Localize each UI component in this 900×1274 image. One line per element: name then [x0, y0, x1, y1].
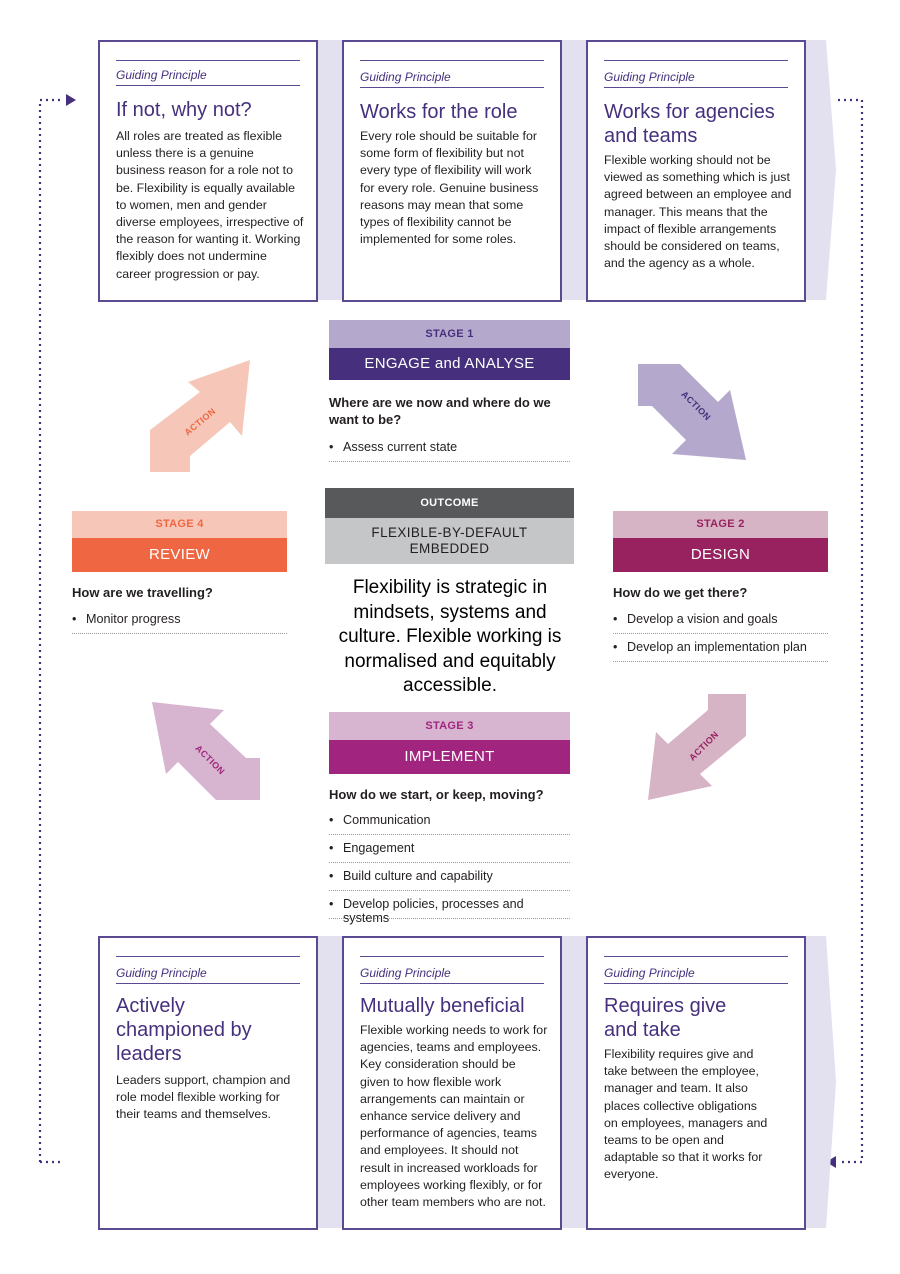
action-label: ACTION: [687, 729, 721, 763]
principle-title: Mutually beneficial: [360, 995, 525, 1017]
principle-title: Works for the role: [360, 101, 518, 123]
principle-card-actively-championed: [98, 936, 318, 1230]
principle-title: Requires give and take: [604, 995, 727, 1041]
principle-title: Works for agencies and teams: [604, 101, 775, 147]
principle-card-if-not-why-not: [98, 40, 318, 302]
principle-body: Flexibility requires give and take between the employee, manager and team. It also places collective obligations on employees, managers and teams to be open and adaptable so that it works for everyone.: [604, 1047, 768, 1182]
guiding-principle-label: Guiding Principle: [604, 966, 695, 980]
action-label: ACTION: [193, 743, 227, 777]
outcome-statement: Flexibility is strategic in mindsets, systems and culture. Flexible working is normalised and equitably accessible.: [338, 577, 562, 696]
principle-body: Flexible working should not be viewed as something which is just agreed between an employee and manager. This means that the impact of flexible arrangements should be considered on teams, and the agency as a whole.: [604, 153, 792, 271]
guiding-principle-label: Guiding Principle: [604, 70, 695, 84]
action-arrow-review-to-engage: [146, 360, 254, 474]
action-arrow-design-to-implement: [646, 692, 750, 802]
stage3-label: STAGE 3: [329, 712, 570, 740]
principle-card-works-for-role: [342, 40, 562, 302]
guiding-principle-label: Guiding Principle: [360, 70, 451, 84]
list-item: • Develop an implementation plan: [613, 640, 828, 662]
list-item: • Develop policies, processes and systems: [329, 897, 570, 919]
arrowhead-icon: [66, 94, 76, 106]
action-arrow-implement-to-review: [150, 700, 262, 804]
list-item: • Monitor progress: [72, 612, 287, 634]
stage2-label: STAGE 2: [613, 511, 828, 538]
outcome-banner: [325, 518, 574, 564]
outcome-label: OUTCOME: [325, 488, 574, 518]
list-item: • Assess current state: [329, 440, 570, 462]
principle-body: Leaders support, champion and role model flexible working for their teams and themselves.: [116, 1073, 291, 1122]
stage4-question: How are we travelling?: [72, 585, 213, 600]
list-item: • Build culture and capability: [329, 869, 570, 891]
list-item: • Communication: [329, 813, 570, 835]
stage1-title: ENGAGE and ANALYSE: [329, 348, 570, 380]
stage1-label: STAGE 1: [329, 320, 570, 348]
stage4-label: STAGE 4: [72, 511, 287, 538]
guiding-principle-label: Guiding Principle: [360, 966, 451, 980]
principle-body: Flexible working needs to work for agencies, teams and employees. Key consideration should be given to how flexible work arrangements can maintain or enhance service delivery and performance of agencies, teams and employees. It should not result in increased workloads for employees working flexibly, or for other team members who are not.: [360, 1023, 548, 1210]
list-item: • Engagement: [329, 841, 570, 863]
stage3-title: IMPLEMENT: [329, 740, 570, 774]
principle-card-works-for-agencies: [586, 40, 806, 302]
outcome-title: FLEXIBLE-BY-DEFAULT EMBEDDED: [371, 525, 528, 556]
stage1-question: Where are we now and where do we want to be?: [329, 395, 551, 427]
principle-card-requires-give-and-take: [586, 936, 806, 1230]
guiding-principle-label: Guiding Principle: [116, 966, 207, 980]
principle-title: If not, why not?: [116, 99, 252, 121]
list-item: • Develop a vision and goals: [613, 612, 828, 634]
action-label: ACTION: [679, 389, 713, 423]
guiding-principle-label: Guiding Principle: [116, 68, 207, 82]
principle-card-mutually-beneficial: [342, 936, 562, 1230]
principle-body: Every role should be suitable for some form of flexibility but not every type of flexibility will work for every role. Genuine business reasons may mean that some types of flexibility cannot be implemented for some roles.: [360, 129, 539, 247]
action-arrow-engage-to-design: [636, 362, 748, 464]
stage2-title: DESIGN: [613, 538, 828, 572]
stage3-question: How do we start, or keep, moving?: [329, 787, 544, 802]
principle-body: All roles are treated as flexible unless there is a genuine business reason for a role not to be. Flexibility is equally available to women, men and gender diverse employees, irrespective of the reason for wanting it. Working flexibly does not undermine career progression or pay.: [116, 129, 304, 281]
stage4-title: REVIEW: [72, 538, 287, 572]
action-label: ACTION: [182, 405, 218, 438]
principle-title: Actively championed by leaders: [116, 995, 252, 1065]
stage2-question: How do we get there?: [613, 585, 748, 600]
